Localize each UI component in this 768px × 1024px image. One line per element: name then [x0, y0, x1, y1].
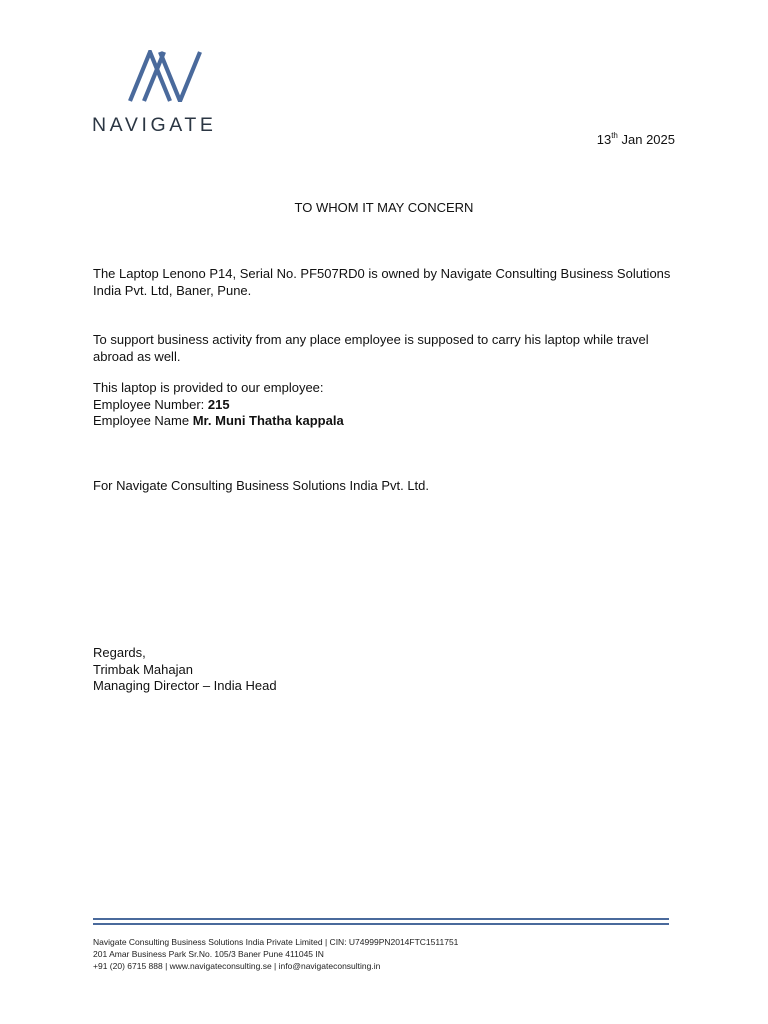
navigate-logo-icon	[128, 50, 202, 102]
date-day: 13	[596, 132, 612, 147]
company-wordmark: NAVIGATE	[92, 114, 217, 136]
employee-name-value: Mr. Muni Thatha kappala	[192, 413, 344, 428]
support-line: To support business activity from any place employee is supposed to carry his laptop while travel	[93, 332, 649, 347]
support-paragraph	[93, 332, 683, 365]
date-suffix: th	[611, 131, 618, 140]
regards-text: Regards,	[93, 645, 146, 660]
footer-rule-top	[93, 918, 669, 920]
footer	[93, 936, 683, 972]
provided-line: This laptop is provided to our employee:	[93, 380, 324, 395]
signatory-title: Managing Director – India Head	[93, 678, 277, 693]
support-line: abroad as well.	[93, 348, 181, 364]
employee-name-row	[93, 413, 683, 430]
signatory-name: Trimbak Mahajan	[93, 661, 193, 677]
for-company-line: For Navigate Consulting Business Solutions India Pvt. Ltd.	[93, 478, 430, 493]
footer-address-line: 201 Amar Business Park Sr.No. 105/3 Baner Pune 411045 IN	[93, 949, 324, 959]
ownership-line: India Pvt. Ltd, Baner, Pune.	[93, 282, 252, 298]
footer-company-line: Navigate Consulting Business Solutions India Private Limited | CIN: U74999PN2014FTC1511751	[93, 937, 459, 947]
employee-number-row	[93, 397, 683, 414]
footer-contact-line: +91 (20) 6715 888 | www.navigateconsulting.se | info@navigateconsulting.in	[93, 961, 381, 971]
employee-details	[93, 380, 683, 430]
company-logo	[92, 50, 234, 136]
letter-subject: TO WHOM IT MAY CONCERN	[294, 200, 474, 215]
letter-date	[597, 132, 675, 147]
ownership-paragraph	[93, 266, 683, 299]
employee-number-value: 215	[207, 396, 230, 412]
footer-rule-bottom	[93, 923, 669, 925]
employee-name-label: Employee Name	[93, 413, 193, 428]
employee-number-label: Employee Number:	[93, 396, 208, 412]
date-month-year: Jan 2025	[621, 132, 675, 147]
signature-block	[93, 645, 683, 695]
ownership-line: The Laptop Lenono P14, Serial No. PF507RD0 is owned by Navigate Consulting Business Solutions	[93, 266, 671, 281]
